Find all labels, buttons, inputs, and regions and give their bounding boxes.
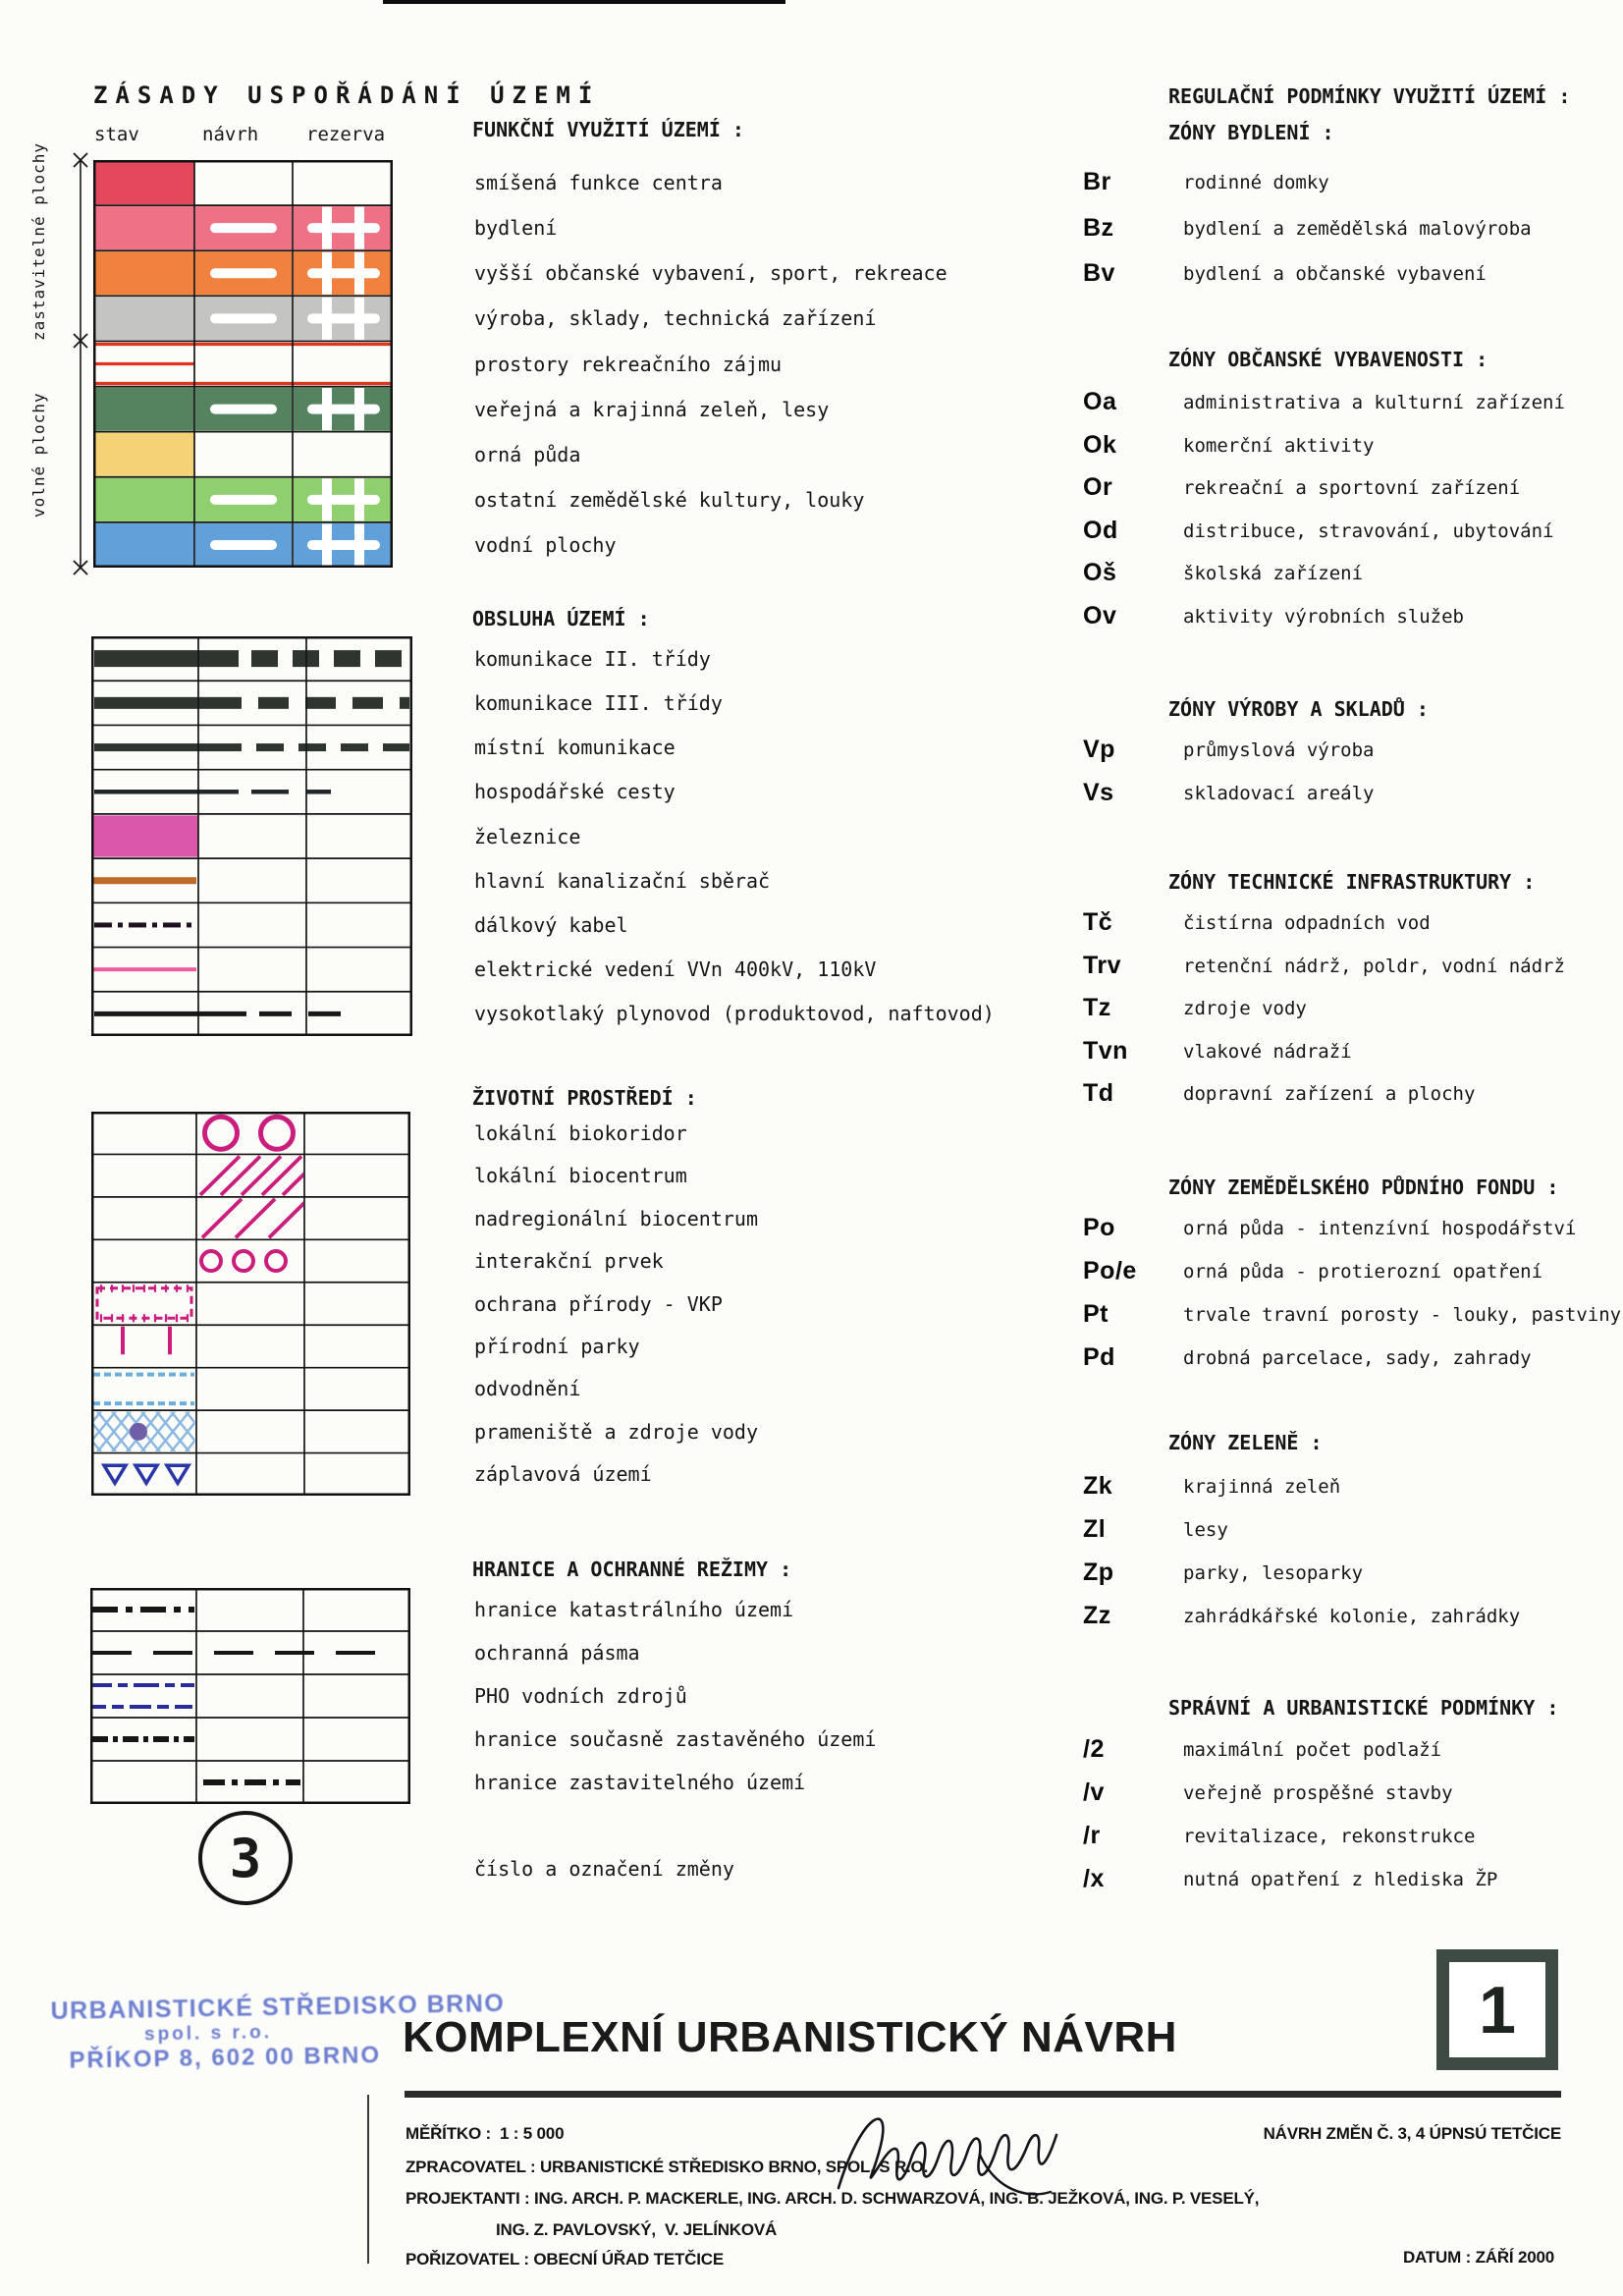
legend-label: komunikace III. třídy bbox=[474, 690, 723, 715]
zone-label: nutná opatření z hlediska ŽP bbox=[1183, 1869, 1498, 1890]
zone-label: vlakové nádraží bbox=[1183, 1040, 1352, 1063]
right-column-heading: REGULAČNÍ PODMÍNKY VYUŽITÍ ÚZEMÍ : bbox=[1168, 84, 1571, 108]
legend-label: výroba, sklady, technická zařízení bbox=[474, 306, 877, 331]
zone-code: Tvn bbox=[1083, 1036, 1128, 1065]
legend-label: vodní plochy bbox=[474, 532, 617, 557]
legend-label: smíšená funkce centra bbox=[474, 171, 723, 195]
legend-label: železnice bbox=[474, 824, 581, 848]
zone-label: krajinná zeleň bbox=[1183, 1476, 1341, 1498]
column-header-rezerva: rezerva bbox=[306, 124, 386, 145]
swatch-row bbox=[95, 297, 392, 340]
hranice-swatch-table bbox=[90, 1588, 410, 1804]
swatch-row bbox=[92, 1607, 194, 1613]
zone-label: bydlení a občanské vybavení bbox=[1183, 263, 1487, 285]
swatch-row bbox=[94, 1011, 341, 1016]
drawing-title: KOMPLEXNÍ URBANISTICKÝ NÁVRH bbox=[403, 2013, 1177, 2061]
legend-label: záplavová území bbox=[474, 1462, 652, 1487]
swatch-row bbox=[94, 922, 191, 927]
date-row: DATUM : ZÁŘÍ 2000 bbox=[1402, 2248, 1554, 2267]
change-number: 3 bbox=[229, 1827, 262, 1889]
zone-code: Po bbox=[1083, 1214, 1115, 1241]
column-header-stav: stav bbox=[94, 124, 139, 145]
zone-label: skladovací areály bbox=[1183, 782, 1375, 804]
section-heading-funkcni: FUNKČNÍ VYUŽITÍ ÚZEMÍ : bbox=[472, 118, 744, 141]
swatch-row bbox=[92, 1683, 194, 1709]
projektanti-row-2: ING. Z. PAVLOVSKÝ, V. JELÍNKOVÁ bbox=[496, 2220, 778, 2239]
legend-label: ostatní zemědělské kultury, louky bbox=[474, 487, 865, 512]
zone-group-heading: ZÓNY TECHNICKÉ INFRASTRUKTURY : bbox=[1168, 870, 1536, 894]
zone-code: Tz bbox=[1083, 994, 1111, 1021]
swatch-row bbox=[95, 161, 195, 204]
legend-label: vysokotlaký plynovod (produktovod, naftovod) bbox=[474, 1002, 995, 1026]
legend-label: bydlení bbox=[474, 216, 558, 241]
zone-label: komerční aktivity bbox=[1183, 434, 1375, 457]
funkcni-swatch-table bbox=[93, 160, 393, 568]
zone-label: zdroje vody bbox=[1183, 998, 1307, 1019]
zone-code: Br bbox=[1083, 168, 1111, 195]
zone-label: orná půda - intenzívní hospodářství bbox=[1183, 1218, 1577, 1239]
legend-label: lokální biokoridor bbox=[474, 1121, 687, 1145]
zone-code: Bz bbox=[1083, 213, 1114, 242]
zone-code: Trv bbox=[1083, 951, 1122, 979]
zone-code: /x bbox=[1083, 1865, 1105, 1892]
side-label-zastavitelne: zastavitelné plochy bbox=[29, 141, 48, 341]
swatch-row bbox=[93, 815, 198, 856]
legend-label: interakční prvek bbox=[474, 1249, 664, 1274]
change-number-symbol bbox=[198, 1811, 293, 1905]
zpracovatel-row: ZPRACOVATEL : URBANISTICKÉ STŘEDISKO BRNO, SPOL. S R.O. bbox=[406, 2158, 929, 2176]
column-header-navrh: návrh bbox=[202, 124, 259, 145]
zone-label: drobná parcelace, sady, zahrady bbox=[1183, 1347, 1532, 1369]
zone-code: Zk bbox=[1083, 1472, 1113, 1500]
zone-code: Po/e bbox=[1083, 1257, 1137, 1285]
swatch-row bbox=[94, 697, 409, 709]
zone-group-heading: ZÓNY ZELENĚ : bbox=[1168, 1431, 1323, 1454]
swatch-row bbox=[95, 343, 391, 385]
sheet-number: 1 bbox=[1479, 1972, 1516, 2048]
swatch-row bbox=[205, 1117, 294, 1149]
zone-code: /v bbox=[1083, 1778, 1105, 1806]
zone-label: lesy bbox=[1183, 1519, 1228, 1541]
stamp-line: spol. s r.o. bbox=[143, 2022, 273, 2046]
scale-row: MĚŘÍTKO : 1 : 5 000 bbox=[406, 2124, 565, 2143]
swatch-row bbox=[202, 1199, 308, 1237]
swatch-row bbox=[95, 206, 392, 249]
swatch-row bbox=[95, 523, 392, 567]
zone-label: rodinné domky bbox=[1183, 172, 1329, 193]
legend-label: komunikace II. třídy bbox=[474, 646, 711, 671]
swatch-row bbox=[92, 1736, 194, 1742]
zone-label: průmyslová výroba bbox=[1183, 739, 1375, 761]
zone-code: /r bbox=[1083, 1822, 1101, 1849]
zone-code: Zl bbox=[1083, 1515, 1107, 1543]
zone-label: maximální počet podlaží bbox=[1183, 1739, 1442, 1761]
zone-code: Vs bbox=[1083, 778, 1114, 806]
obsluha-swatch-table bbox=[91, 636, 412, 1036]
swatch-row bbox=[94, 790, 331, 794]
swatch-row bbox=[95, 478, 392, 521]
zone-label: revitalizace, rekonstrukce bbox=[1183, 1826, 1476, 1847]
zone-code: Ok bbox=[1083, 430, 1117, 459]
sheet-number-box bbox=[1436, 1949, 1558, 2070]
zivotni-swatch-table bbox=[91, 1112, 410, 1496]
swatch-row bbox=[94, 650, 402, 667]
section-heading-hranice: HRANICE A OCHRANNÉ REŽIMY : bbox=[472, 1558, 792, 1581]
legend-label: hospodářské cesty bbox=[474, 780, 676, 804]
zone-label: trvale travní porosty - louky, pastviny bbox=[1183, 1304, 1622, 1326]
legend-label: prameniště a zdroje vody bbox=[474, 1419, 758, 1444]
legend-label: hranice zastavitelného území bbox=[474, 1771, 806, 1794]
zone-label: rekreační a sportovní zařízení bbox=[1183, 477, 1521, 499]
legend-label: odvodnění bbox=[474, 1377, 581, 1401]
swatch-row bbox=[95, 388, 392, 431]
zone-label: distribuce, stravování, ubytování bbox=[1183, 519, 1554, 542]
legend-label: ochrana přírody - VKP bbox=[474, 1291, 723, 1316]
porizovatel-row: POŘIZOVATEL : OBECNÍ ÚŘAD TETČICE bbox=[406, 2250, 724, 2269]
zone-label: administrativa a kulturní zařízení bbox=[1183, 392, 1565, 413]
legend-label: veřejná a krajinná zeleň, lesy bbox=[474, 397, 830, 421]
zone-code: Or bbox=[1083, 473, 1113, 501]
swatch-row bbox=[201, 1251, 286, 1271]
zone-code: Od bbox=[1083, 516, 1118, 544]
legend-label: lokální biocentrum bbox=[474, 1164, 687, 1188]
zone-code: Zz bbox=[1083, 1602, 1111, 1629]
zone-group-heading: ZÓNY BYDLENÍ : bbox=[1168, 121, 1334, 144]
legend-label: elektrické vedení VVn 400kV, 110kV bbox=[474, 957, 877, 982]
swatch-row bbox=[95, 433, 195, 476]
zone-group-heading: ZÓNY VÝROBY A SKLADŮ : bbox=[1168, 697, 1429, 721]
zone-code: Oš bbox=[1083, 559, 1117, 586]
zone-label: parky, lesoparky bbox=[1183, 1562, 1364, 1584]
zone-code: Bv bbox=[1083, 259, 1115, 287]
legend-label: hranice současně zastavěného území bbox=[474, 1727, 877, 1751]
swatch-row bbox=[123, 1327, 170, 1355]
zone-code: Oa bbox=[1083, 388, 1117, 415]
signature bbox=[833, 2090, 1058, 2213]
section-heading-obsluha: OBSLUHA ÚZEMÍ : bbox=[472, 607, 650, 630]
zone-code: Tč bbox=[1083, 908, 1113, 936]
legend-label: prostory rekreačního zájmu bbox=[474, 352, 783, 376]
swatch-row bbox=[93, 1375, 194, 1403]
zone-label: orná půda - protierozní opatření bbox=[1183, 1261, 1543, 1283]
swatch-row bbox=[93, 877, 196, 884]
legend-label: přírodní parky bbox=[474, 1334, 640, 1358]
page-title: ZÁSADY USPOŘÁDÁNÍ ÚZEMÍ bbox=[93, 82, 601, 109]
swatch-row bbox=[92, 1651, 375, 1655]
swatch-row bbox=[91, 1411, 219, 1451]
zone-label: retenční nádrž, poldr, vodní nádrž bbox=[1183, 955, 1565, 977]
swatch-row bbox=[97, 1285, 191, 1322]
stamp-line: PŘÍKOP 8, 602 00 BRNO bbox=[69, 2042, 382, 2074]
projektanti-row: PROJEKTANTI : ING. ARCH. P. MACKERLE, ING. ARCH. D. SCHWARZOVÁ, ING. B. JEŽKOVÁ, ING. P. VESELÝ, bbox=[406, 2189, 1260, 2208]
zone-label: veřejně prospěšné stavby bbox=[1183, 1782, 1453, 1804]
legend-label: PHO vodních zdrojů bbox=[474, 1684, 687, 1708]
legend-label: hranice katastrálního území bbox=[474, 1598, 794, 1621]
zone-group-heading: ZÓNY ZEMĚDĚLSKÉHO PŮDNÍHO FONDU : bbox=[1168, 1175, 1559, 1199]
legend-label: dálkový kabel bbox=[474, 912, 628, 937]
swatch-row bbox=[94, 743, 409, 751]
scan-artifact bbox=[383, 0, 785, 4]
legend-label: ochranná pásma bbox=[474, 1641, 640, 1665]
zone-code: Vp bbox=[1083, 736, 1115, 763]
swatch-row bbox=[104, 1465, 189, 1483]
section-heading-zivotni: ŽIVOTNÍ PROSTŘEDÍ : bbox=[472, 1086, 697, 1110]
stamp-line: URBANISTICKÉ STŘEDISKO BRNO bbox=[50, 1989, 506, 2026]
legend-label: vyšší občanské vybavení, sport, rekreace bbox=[474, 261, 947, 286]
swatch-row bbox=[95, 251, 392, 295]
zone-group-heading: ZÓNY OBČANSKÉ VYBAVENOSTI : bbox=[1168, 348, 1488, 371]
zone-group-heading: SPRÁVNÍ A URBANISTICKÉ PODMÍNKY : bbox=[1168, 1696, 1559, 1720]
plan-change-row: NÁVRH ZMĚN Č. 3, 4 ÚPNSÚ TETČICE bbox=[1263, 2124, 1561, 2143]
title-block-divider bbox=[367, 2095, 369, 2264]
zone-code: Td bbox=[1083, 1079, 1114, 1107]
legend-label: místní komunikace bbox=[474, 736, 676, 760]
legend-label: hlavní kanalizační sběrač bbox=[474, 868, 771, 893]
side-label-volne: volné plochy bbox=[29, 392, 48, 519]
change-number-label: číslo a označení změny bbox=[474, 1857, 734, 1881]
zone-label: bydlení a zemědělská malovýroba bbox=[1183, 217, 1532, 240]
swatch-row bbox=[93, 967, 196, 971]
swatch-row bbox=[203, 1779, 300, 1785]
zone-label: aktivity výrobních služeb bbox=[1183, 605, 1464, 628]
zone-label: dopravní zařízení a plochy bbox=[1183, 1083, 1476, 1105]
zone-label: zahrádkářské kolonie, zahrádky bbox=[1183, 1606, 1521, 1627]
zone-code: Pt bbox=[1083, 1300, 1109, 1328]
dimension-line bbox=[65, 145, 98, 583]
zone-label: čistírna odpadních vod bbox=[1183, 912, 1431, 934]
zone-code: Pd bbox=[1083, 1343, 1115, 1371]
legend-label: nadregionální biocentrum bbox=[474, 1206, 758, 1230]
zone-label: školská zařízení bbox=[1183, 563, 1364, 584]
legend-label: orná půda bbox=[474, 442, 581, 466]
zone-code: Zp bbox=[1083, 1558, 1114, 1586]
zone-code: Ov bbox=[1083, 601, 1117, 629]
zone-code: /2 bbox=[1083, 1735, 1105, 1763]
